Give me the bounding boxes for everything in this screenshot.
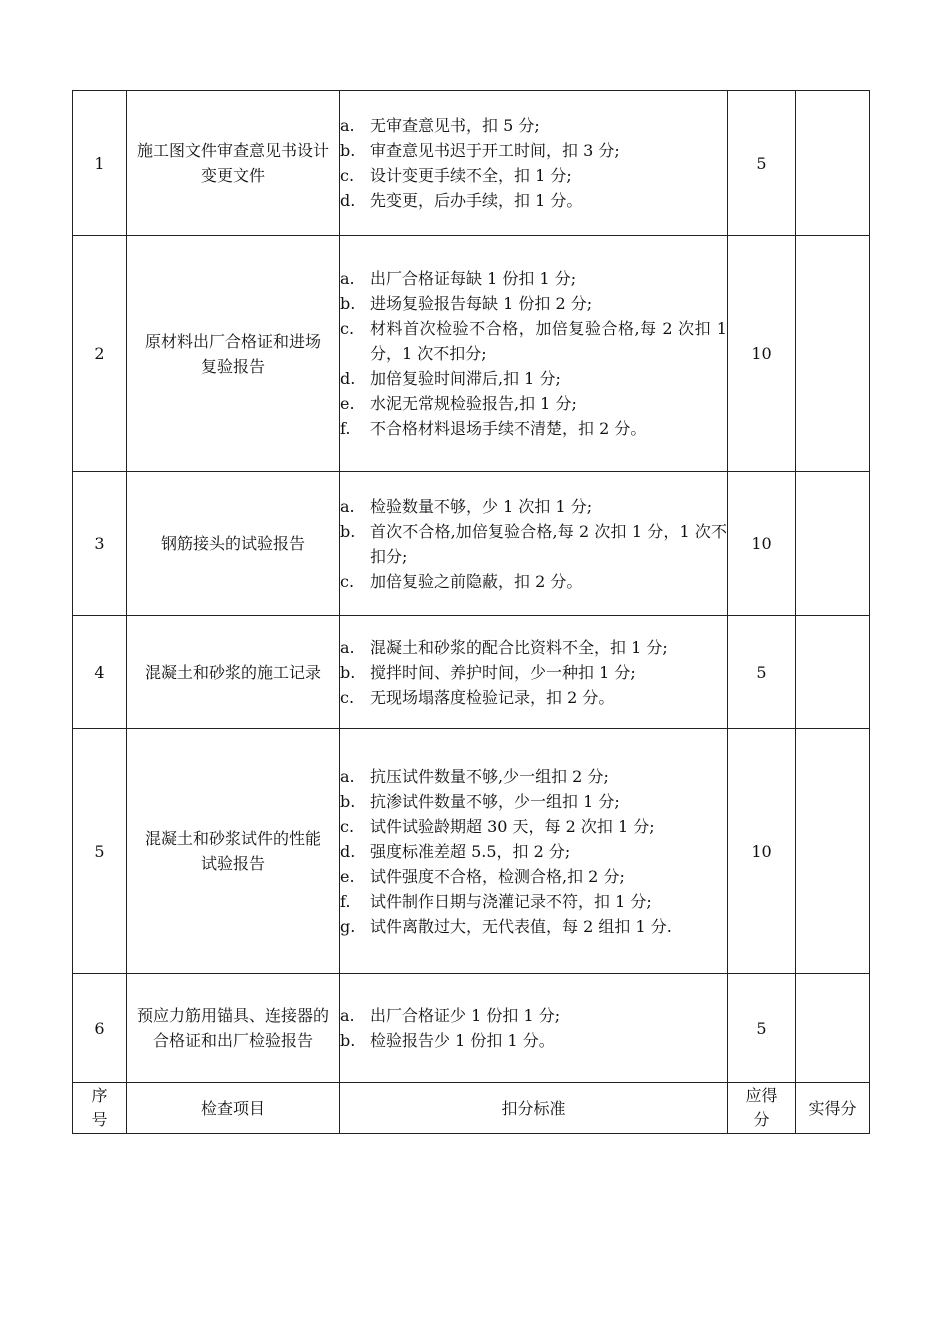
table-row [73, 974, 870, 1083]
criteria-text: 加倍复验时间滞后,扣 1 分; [370, 369, 561, 388]
criteria-text: 不合格材料退场手续不清楚，扣 2 分。 [370, 419, 647, 438]
criteria-marker: a. [340, 116, 355, 135]
check-item-cell [127, 91, 340, 236]
actual-score-field[interactable] [796, 236, 870, 472]
header-item: 检查项目 [127, 1083, 340, 1134]
criteria-marker: b. [340, 791, 356, 811]
row-number: 3 [73, 472, 127, 616]
max-score: 10 [728, 472, 796, 616]
criteria-list [340, 494, 727, 594]
check-item-cell [127, 472, 340, 616]
check-item-cell [127, 974, 340, 1083]
criteria-marker: f. [340, 419, 351, 438]
criteria-marker: d. [340, 369, 356, 388]
criteria-item [340, 814, 727, 839]
criteria-text: 试件强度不合格，检测合格,扣 2 分; [370, 866, 625, 886]
criteria-list [340, 113, 727, 213]
criteria-item [340, 685, 727, 710]
criteria-text: 检验报告少 1 份扣 1 分。 [370, 1031, 555, 1050]
criteria-list [340, 266, 727, 441]
check-item: 施工图文件审查意见书设计变更文件 [136, 141, 329, 185]
criteria-item [340, 789, 727, 814]
criteria-item [340, 366, 727, 391]
criteria-text: 水泥无常规检验报告,扣 1 分; [370, 394, 577, 413]
criteria-marker: c. [340, 687, 355, 707]
criteria-marker: b. [340, 294, 356, 313]
criteria-marker: c. [340, 816, 355, 836]
max-score: 10 [728, 729, 796, 974]
criteria-marker: e. [340, 394, 355, 413]
table-row [73, 91, 870, 236]
criteria-marker: a. [340, 766, 355, 786]
criteria-text: 材料首次检验不合格，加倍复验合格,每 2 次扣 1 分，1 次不扣分; [370, 319, 727, 363]
criteria-text: 抗渗试件数量不够，少一组扣 1 分; [370, 791, 620, 811]
criteria-marker: a. [340, 637, 355, 657]
row-number: 4 [73, 616, 127, 729]
criteria-marker: a. [340, 1006, 355, 1025]
criteria-text: 先变更，后办手续，扣 1 分。 [370, 191, 583, 210]
header-actual: 实得分 [796, 1083, 870, 1134]
criteria-text: 出厂合格证每缺 1 份扣 1 分; [370, 269, 577, 288]
max-score: 5 [728, 974, 796, 1083]
criteria-text: 抗压试件数量不够,少一组扣 2 分; [370, 766, 609, 786]
actual-score-field[interactable] [796, 974, 870, 1083]
criteria-marker: e. [340, 866, 355, 886]
check-item: 混凝土和砂浆试件的性能试验报告 [144, 829, 321, 873]
criteria-item [340, 914, 727, 939]
deduction-criteria [340, 236, 728, 472]
actual-score-field[interactable] [796, 91, 870, 236]
max-score: 5 [728, 616, 796, 729]
table-row [73, 472, 870, 616]
deduction-criteria [340, 616, 728, 729]
check-item-cell [127, 616, 340, 729]
check-item: 预应力筋用锚具、连接器的合格证和出厂检验报告 [136, 1006, 329, 1050]
table-row [73, 729, 870, 974]
criteria-marker: c. [340, 319, 355, 338]
deduction-criteria [340, 729, 728, 974]
row-number: 1 [73, 91, 127, 236]
criteria-item [340, 391, 727, 416]
criteria-marker: b. [340, 141, 356, 160]
criteria-item [340, 635, 727, 660]
row-number: 6 [73, 974, 127, 1083]
criteria-text: 试件制作日期与浇灌记录不符，扣 1 分; [370, 891, 652, 911]
criteria-text: 试件离散过大，无代表值，每 2 组扣 1 分. [370, 916, 672, 936]
criteria-text: 出厂合格证少 1 份扣 1 分; [370, 1006, 561, 1025]
criteria-list [340, 635, 727, 710]
criteria-marker: c. [340, 166, 355, 185]
criteria-text: 审查意见书迟于开工时间，扣 3 分; [370, 141, 620, 160]
table-row [73, 616, 870, 729]
criteria-marker: g. [340, 916, 356, 936]
check-item: 钢筋接头的试验报告 [160, 534, 305, 553]
header-criteria: 扣分标准 [340, 1083, 728, 1134]
criteria-text: 进场复验报告每缺 1 份扣 2 分; [370, 294, 593, 313]
criteria-item [340, 889, 727, 914]
max-score: 5 [728, 91, 796, 236]
deduction-criteria [340, 974, 728, 1083]
criteria-text: 无现场塌落度检验记录，扣 2 分。 [370, 687, 615, 707]
check-item-cell [127, 236, 340, 472]
criteria-item [340, 266, 727, 291]
criteria-text: 首次不合格,加倍复验合格,每 2 次扣 1 分，1 次不扣分; [370, 521, 727, 566]
criteria-item [340, 138, 727, 163]
actual-score-field[interactable] [796, 729, 870, 974]
criteria-item [340, 291, 727, 316]
criteria-marker: a. [340, 269, 355, 288]
criteria-item [340, 864, 727, 889]
header-score: 应得分 [728, 1083, 796, 1134]
criteria-text: 混凝土和砂浆的配合比资料不全，扣 1 分; [370, 637, 668, 657]
header-row [73, 1083, 870, 1134]
criteria-item [340, 416, 727, 441]
criteria-item [340, 1003, 727, 1028]
deduction-criteria [340, 472, 728, 616]
criteria-text: 无审查意见书，扣 5 分; [370, 116, 540, 135]
criteria-item [340, 660, 727, 685]
table-body [73, 91, 870, 1083]
criteria-item [340, 316, 727, 366]
actual-score-field[interactable] [796, 472, 870, 616]
actual-score-field[interactable] [796, 616, 870, 729]
criteria-marker: f. [340, 891, 351, 911]
criteria-marker: b. [340, 662, 356, 682]
score-table [72, 90, 870, 1134]
criteria-item [340, 764, 727, 789]
criteria-text: 搅拌时间、养护时间，少一种扣 1 分; [370, 662, 636, 682]
criteria-item [340, 1028, 727, 1053]
criteria-item [340, 494, 727, 519]
criteria-list [340, 1003, 727, 1053]
max-score: 10 [728, 236, 796, 472]
criteria-item [340, 569, 727, 594]
criteria-text: 试件试验龄期超 30 天，每 2 次扣 1 分; [370, 816, 655, 836]
criteria-text: 强度标准差超 5.5，扣 2 分; [370, 841, 571, 861]
table-row [73, 236, 870, 472]
deduction-criteria [340, 91, 728, 236]
criteria-item [340, 163, 727, 188]
criteria-text: 检验数量不够，少 1 次扣 1 分; [370, 496, 593, 516]
criteria-marker: a. [340, 496, 355, 516]
criteria-item [340, 188, 727, 213]
header-no: 序号 [73, 1083, 127, 1134]
criteria-marker: b. [340, 521, 356, 541]
criteria-marker: c. [340, 571, 355, 591]
criteria-marker: d. [340, 841, 356, 861]
criteria-text: 加倍复验之前隐蔽，扣 2 分。 [370, 571, 583, 591]
row-number: 5 [73, 729, 127, 974]
criteria-text: 设计变更手续不全，扣 1 分; [370, 166, 572, 185]
criteria-list [340, 764, 727, 939]
criteria-marker: d. [340, 191, 356, 210]
row-number: 2 [73, 236, 127, 472]
criteria-marker: b. [340, 1031, 356, 1050]
check-item-cell [127, 729, 340, 974]
criteria-item [340, 113, 727, 138]
criteria-item [340, 519, 727, 569]
criteria-item [340, 839, 727, 864]
check-item: 混凝土和砂浆的施工记录 [144, 662, 321, 682]
check-item: 原材料出厂合格证和进场复验报告 [144, 331, 321, 376]
